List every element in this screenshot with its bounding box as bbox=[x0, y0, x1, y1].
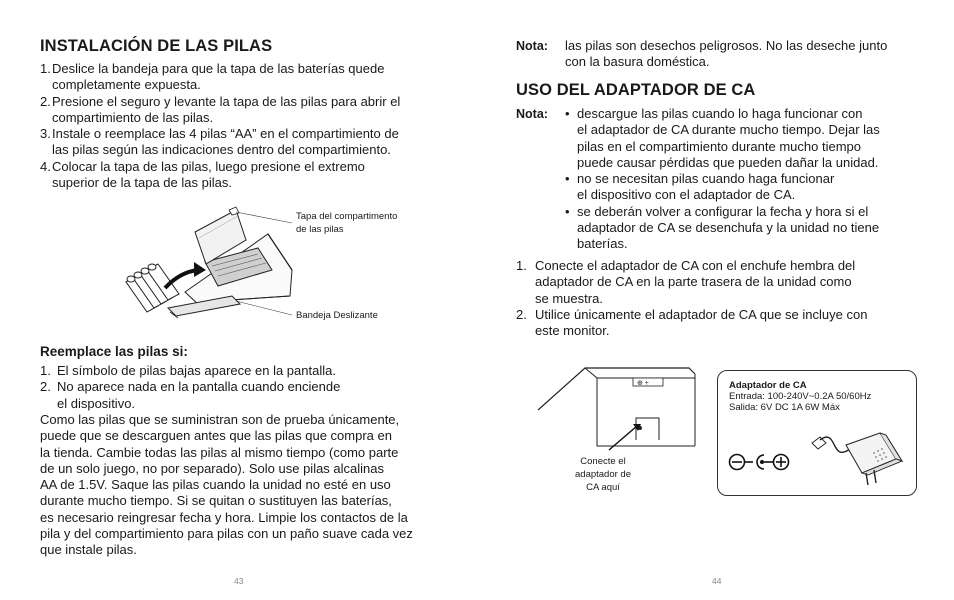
battery-installation-illustration bbox=[0, 200, 477, 330]
installation-step: 2. Presione el seguro y levante la tapa de las pilas para abrir el compartimiento de las pilas. bbox=[40, 93, 401, 125]
adapter-spec-input: Entrada: 100-240V~0.2A 50/60Hz bbox=[729, 391, 872, 402]
adapter-spec-output: Salida: 6V DC 1A 6W Máx bbox=[729, 402, 840, 413]
cover-label: Tapa del compartimento de las pilas bbox=[296, 211, 398, 235]
unit-rear-illustration bbox=[537, 360, 737, 460]
replace-condition: 1. El símbolo de pilas bajas aparece en la pantalla. bbox=[40, 363, 336, 378]
right-page: Nota: las pilas son desechos peligrosos. No las deseche junto con la basura doméstica. USO DEL ADAPTADOR DE CA Nota: • descargue las pilas cuando lo haga funcionar con el adaptador de CA durante mucho tiempo. Dejar las pilas en el compartimiento durante mucho tiempo puede causar pérdidas que pueden dañar la unidad. • no se necesitan pilas cuando haga funcionar el dispositivo con el adaptador de CA. • se deberán volver a configurar la fecha y hora si el adaptador de CA se desenchufa y la unidad no tiene baterías. 1. Conecte el adaptador de CA con el enchufe hembra del adaptador de CA en la parte trasera de la unidad como se muestra. 2. Utilice únicamente el adaptador de CA que se incluye con este monitor. ⊕ + Conecte el adaptador de CA aquí Adaptador de CA Entrada: 100-240V~0.2A 50/60Hz Salida: 6V DC 1A 6W Máx 44 bbox=[477, 0, 954, 600]
page-number: 44 bbox=[712, 576, 722, 586]
disposal-note: Nota: las pilas son desechos peligrosos. No las deseche junto con la basura doméstica. bbox=[516, 38, 888, 70]
ac-adapter-title: USO DEL ADAPTADOR DE CA bbox=[516, 81, 756, 99]
adapter-step: 1. Conecte el adaptador de CA con el enchufe hembra del adaptador de CA en la parte trasera de la unidad como se muestra. bbox=[516, 258, 856, 306]
installation-steps bbox=[40, 61, 460, 191]
replace-batteries-title: Reemplace las pilas si: bbox=[40, 344, 188, 359]
installation-step: 4. Colocar la tapa de las pilas, luego presione el extremo superior de la tapa de las pilas. bbox=[40, 158, 365, 191]
svg-text:⊕ +: ⊕ + bbox=[637, 380, 649, 387]
replace-conditions bbox=[40, 363, 460, 412]
replace-condition: 2. No aparece nada en la pantalla cuando enciende el dispositivo. bbox=[40, 379, 341, 411]
adapter-step: 2. Utilice únicamente el adaptador de CA que se incluye con este monitor. bbox=[516, 306, 868, 339]
note-bullet: • se deberán volver a configurar la fecha y hora si el adaptador de CA se desenchufa y la unidad no tiene baterías. bbox=[565, 203, 880, 252]
tray-label: Bandeja Deslizante bbox=[296, 310, 378, 321]
adapter-spec-title: Adaptador de CA bbox=[729, 380, 807, 391]
adapter-note-bullets bbox=[565, 106, 945, 253]
note-bullet: • descargue las pilas cuando lo haga funcionar con el adaptador de CA durante mucho tiempo. Dejar las pilas en el compartimiento durante mucho tiempo puede causar pérdidas que pueden dañar la unidad. bbox=[565, 106, 880, 170]
note-bullet: • no se necesitan pilas cuando haga funcionar el dispositivo con el adaptador de CA. bbox=[565, 171, 835, 203]
battery-installation-title: INSTALACIÓN DE LAS PILAS bbox=[40, 37, 273, 55]
page-number: 43 bbox=[234, 576, 244, 586]
battery-info-paragraph: Como las pilas que se suministran son de prueba únicamente, puede que se descarguen antes que las pilas que compra en la tienda. Cambie todas las pilas al mismo tiempo (como parte de un solo juego, no por separado). Solo use pilas alcalinas AA de 1.5V. Saque las pilas cuando la unidad no esté en uso durante mucho tiempo. Si se quitan o sustituyen las baterías, es necesario reingresar fecha y hora. Limpie los contactos de la pila y del compartimiento para pilas con un paño suave cada vez que instale pilas. bbox=[40, 412, 413, 558]
adapter-steps bbox=[516, 258, 936, 339]
polarity-symbol-icon bbox=[728, 451, 798, 475]
installation-step: 3. Instale o reemplace las 4 pilas “AA” en el compartimiento de las pilas según las indicaciones dentro del compartimiento. bbox=[40, 126, 399, 158]
adapter-spec-box bbox=[717, 370, 917, 496]
installation-step: 1. Deslice la bandeja para que la tapa de las baterías quede completamente expuesta. bbox=[40, 61, 385, 93]
ac-adapter-icon bbox=[810, 423, 910, 493]
connect-here-caption: Conecte el adaptador de CA aquí bbox=[575, 456, 631, 493]
